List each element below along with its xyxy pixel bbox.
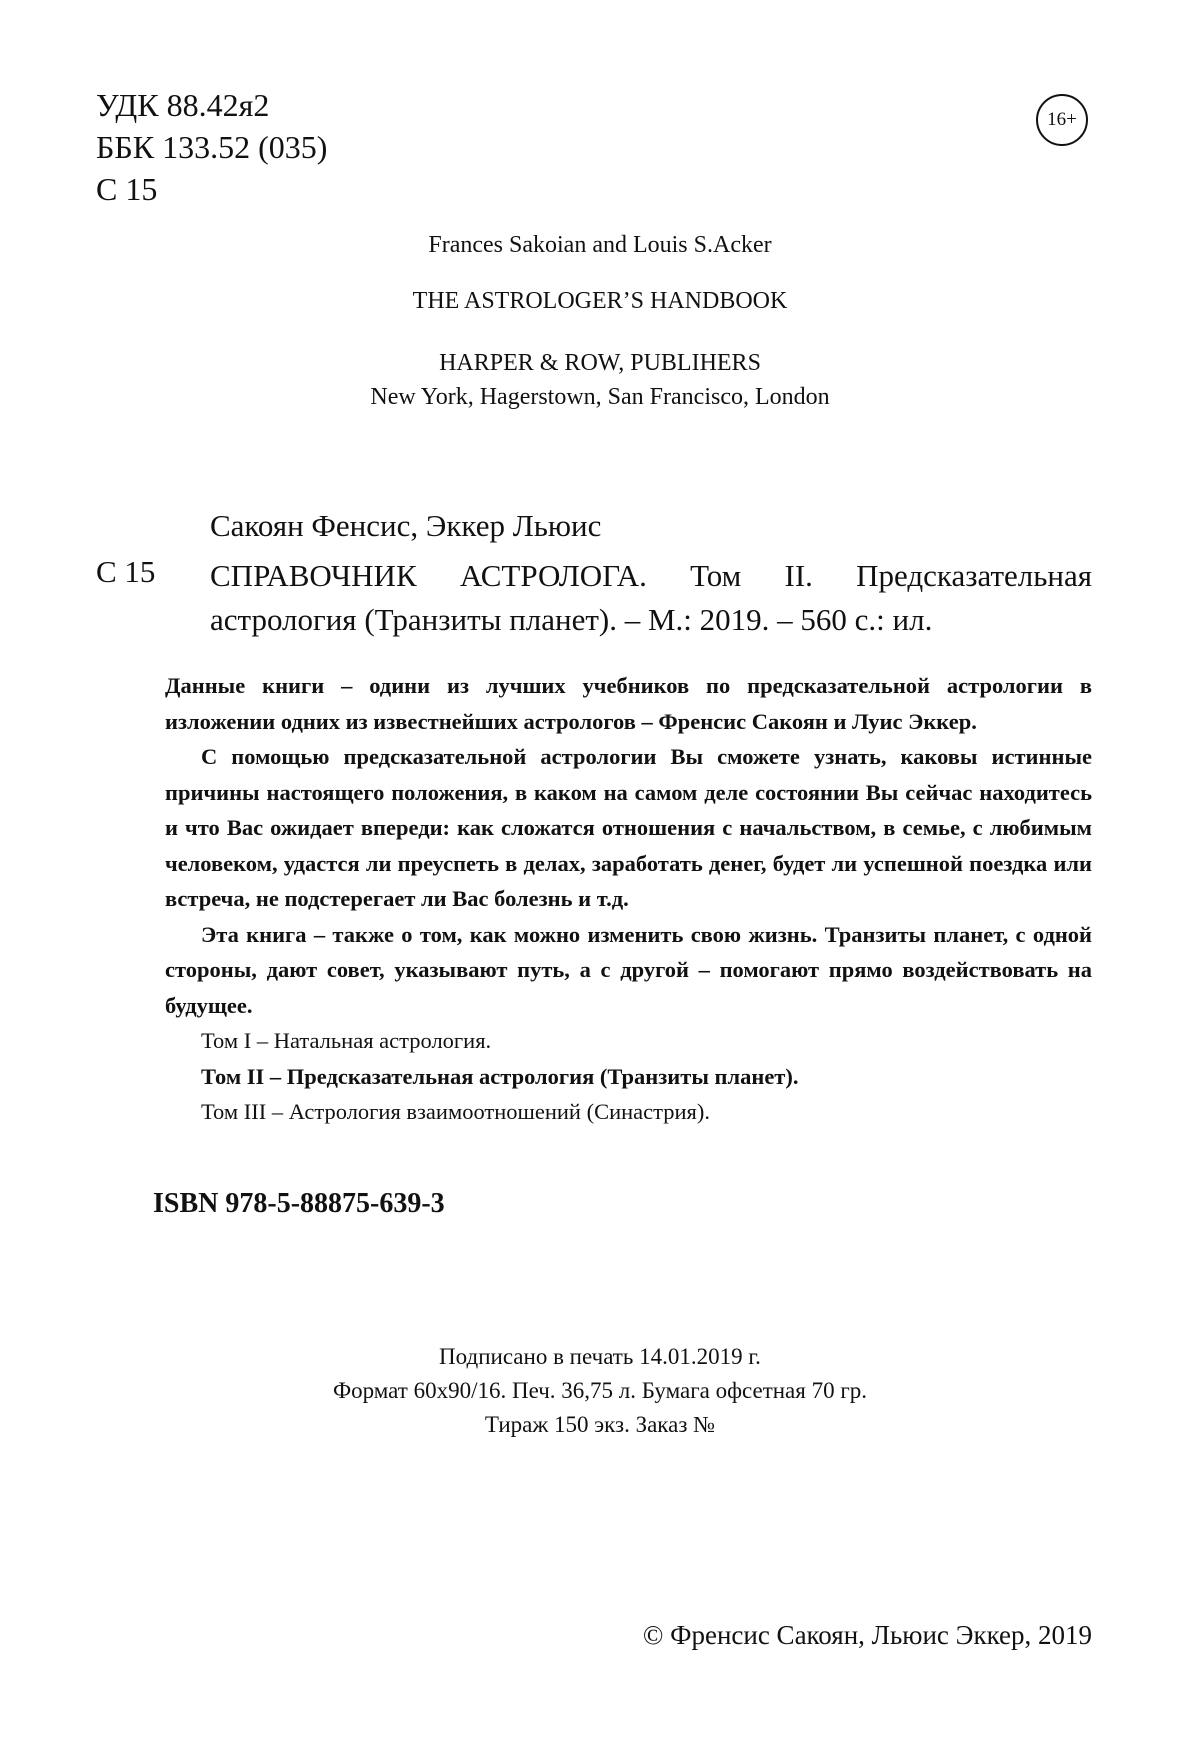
imprint-block [0, 1340, 1200, 1442]
annotation-paragraph: Эта книга – также о том, как можно изменить свою жизнь. Транзиты планет, с одной стороны, дают совет, указывают путь, а с другой – помогают прямо воздействовать на будущее. [165, 921, 1092, 1018]
age-rating-badge [1036, 94, 1088, 146]
annotation [165, 668, 1092, 1130]
imprint-run: Тираж 150 экз. Заказ № [484, 1412, 716, 1437]
original-publisher: HARPER & ROW, PUBLIHERS [439, 350, 761, 376]
original-title: THE ASTROLOGER’S HANDBOOK [412, 288, 788, 314]
russian-title-description: СПРАВОЧНИК АСТРОЛОГА. Том II. Предсказательная астрология (Транзиты планет). – М.: 2019. – 560 с.: ил. [210, 558, 1092, 637]
annotation-paragraph: С помощью предсказательной астрологии Вы сможете узнать, каковы истинные причины настоящего положения, в каком на самом деле состоянии Вы сейчас находитесь и что Вас ожидает впереди: как сложатся отношения с начальством, в семье, с любимым человеком, удастся ли преуспеть в делах, заработать денег, будет ли успешной поездка или встреча, не подстерегает ли Вас болезнь и т.д. [165, 744, 1092, 911]
author-mark: С 15 [96, 171, 158, 207]
classification-codes [96, 84, 327, 210]
bbk-code: ББК 133.52 (035) [96, 129, 328, 165]
russian-authors: Сакоян Фенсис, Эккер Льюис [210, 508, 602, 543]
original-cities: New York, Hagerstown, San Francisco, London [370, 384, 830, 410]
age-rating-text: 16+ [1047, 109, 1077, 130]
annotation-paragraph: Данные книги – одини из лучших учебников по предсказательной астрологии в изложении одних из известнейших астрологов – Френсис Сакоян и Луис Эккер. [165, 673, 1092, 734]
volume-item: Том III – Астрология взаимоотношений (Синастрия). [201, 1099, 711, 1124]
isbn: ISBN 978-5-88875-639-3 [153, 1188, 445, 1219]
copyright-notice: © Френсис Сакоян, Льюис Эккер, 2019 [642, 1620, 1092, 1650]
russian-author-mark: С 15 [96, 554, 156, 589]
volume-item-current: Том II – Предсказательная астрология (Транзиты планет). [201, 1063, 799, 1089]
original-publisher-block [0, 346, 1200, 414]
imprint-format: Формат 60х90/16. Печ. 36,75 л. Бумага офсетная 70 гр. [332, 1378, 868, 1403]
volume-item: Том I – Натальная астрология. [201, 1028, 492, 1053]
original-authors: Frances Sakoian and Louis S.Acker [428, 232, 772, 258]
udk-code: УДК 88.42я2 [96, 87, 270, 123]
imprint-signed: Подписано в печать 14.01.2019 г. [439, 1344, 761, 1369]
